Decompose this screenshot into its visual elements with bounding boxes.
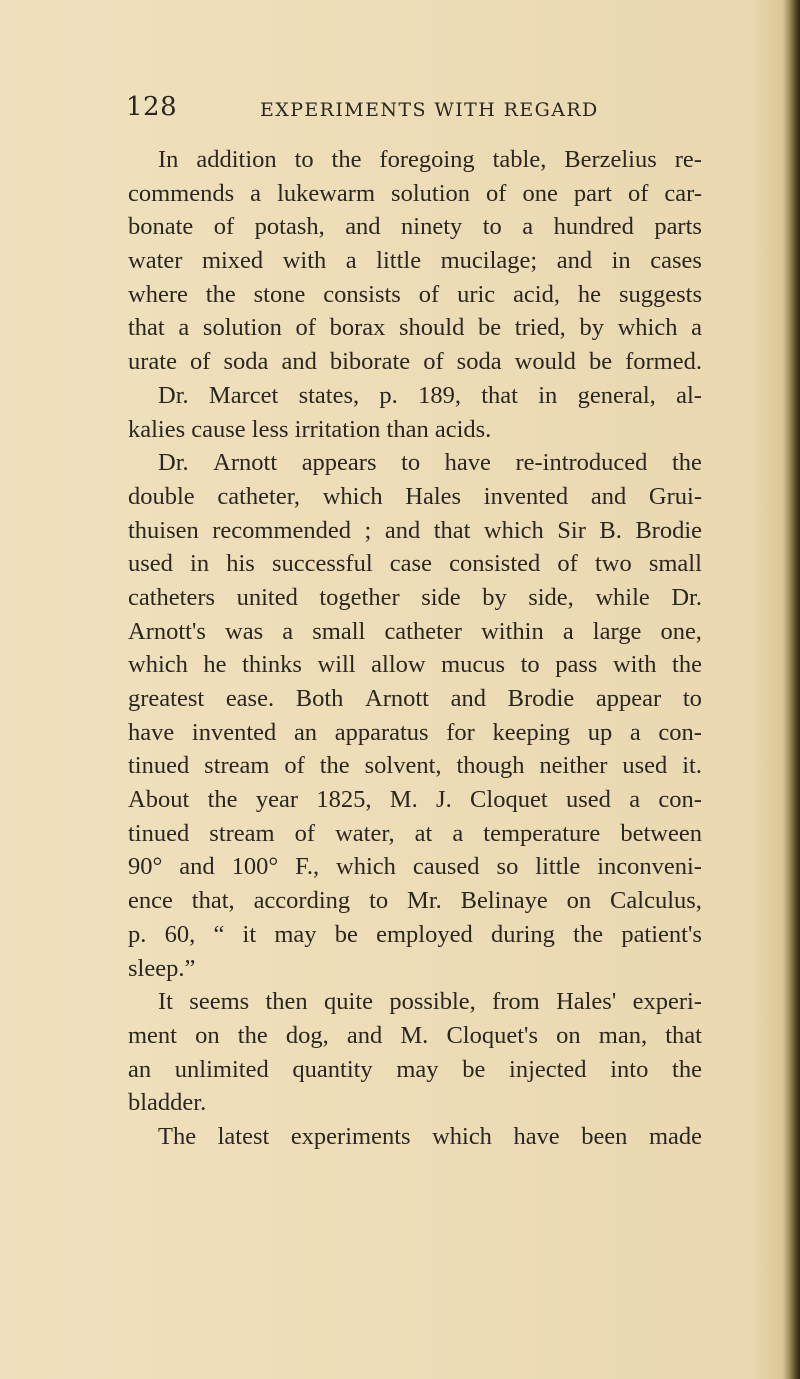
word: one bbox=[522, 179, 558, 207]
word: Belinaye bbox=[460, 887, 548, 915]
word: ment bbox=[128, 1021, 177, 1049]
word: Brodie bbox=[507, 685, 575, 712]
text-line bbox=[128, 311, 702, 345]
word: a bbox=[629, 718, 641, 746]
word: where bbox=[128, 280, 188, 308]
word: acid, bbox=[513, 280, 560, 308]
word: formed. bbox=[625, 348, 702, 376]
text-line bbox=[128, 547, 702, 581]
word: invented bbox=[191, 718, 277, 746]
word: of bbox=[284, 752, 305, 780]
word: catheter, bbox=[217, 482, 301, 510]
word: catheters bbox=[128, 583, 216, 611]
text-line bbox=[128, 648, 702, 682]
word: and bbox=[556, 247, 593, 275]
word: Calculus, bbox=[610, 887, 702, 915]
word: that bbox=[665, 1021, 702, 1049]
word: together bbox=[319, 583, 400, 611]
word: the bbox=[672, 651, 702, 679]
word: be bbox=[462, 1055, 486, 1083]
word: con- bbox=[658, 786, 702, 814]
word: a bbox=[345, 247, 357, 275]
word: case bbox=[389, 550, 432, 578]
word: solution bbox=[391, 179, 471, 207]
word: two bbox=[594, 550, 632, 578]
word: a bbox=[282, 617, 294, 645]
word: quite bbox=[324, 988, 374, 1016]
word: M. bbox=[400, 1021, 429, 1049]
word: tinued bbox=[128, 819, 190, 847]
word: that bbox=[128, 314, 165, 342]
body-text bbox=[128, 143, 702, 1154]
word: tinued bbox=[128, 752, 190, 780]
word: Berzelius bbox=[564, 146, 657, 173]
word: addition bbox=[196, 146, 277, 173]
word: the bbox=[319, 752, 350, 780]
word: Dr. bbox=[158, 449, 189, 477]
word: of bbox=[423, 348, 444, 376]
word: Hales' bbox=[556, 988, 617, 1016]
line-text: sleep.” bbox=[128, 954, 196, 982]
word: by bbox=[579, 314, 604, 342]
word: which bbox=[432, 1122, 492, 1150]
word: which bbox=[128, 651, 188, 679]
text-line bbox=[128, 1120, 702, 1154]
word: though bbox=[456, 752, 525, 780]
word: appears bbox=[301, 449, 377, 477]
word: stream bbox=[204, 752, 270, 780]
word: double bbox=[128, 482, 195, 510]
word: made bbox=[648, 1122, 702, 1150]
word: small bbox=[312, 617, 366, 645]
word: unlimited bbox=[174, 1055, 269, 1083]
word: 100° bbox=[231, 853, 279, 881]
word: pass bbox=[555, 651, 598, 679]
word: one, bbox=[660, 617, 702, 645]
word: suggests bbox=[618, 280, 702, 308]
word: hundred bbox=[553, 213, 634, 241]
word: to bbox=[369, 887, 389, 915]
word: a bbox=[522, 213, 534, 241]
word: injected bbox=[509, 1055, 587, 1083]
word: to bbox=[682, 685, 702, 712]
word: lukewarm bbox=[277, 179, 376, 207]
word: that, bbox=[191, 887, 235, 915]
word: biborate bbox=[329, 348, 411, 376]
word: inconveni- bbox=[597, 853, 702, 881]
text-line bbox=[128, 918, 702, 952]
word: Cloquet bbox=[470, 786, 548, 814]
word: of bbox=[190, 348, 211, 376]
text-line bbox=[128, 749, 702, 783]
word: ninety bbox=[401, 213, 463, 241]
word: successful bbox=[271, 550, 373, 578]
word: up bbox=[587, 718, 613, 746]
word: side, bbox=[528, 583, 574, 611]
word: Hales bbox=[405, 482, 462, 510]
word: been bbox=[581, 1122, 628, 1150]
word: J. bbox=[436, 786, 452, 814]
text-line bbox=[128, 413, 702, 447]
word: appear bbox=[595, 685, 662, 712]
word: of bbox=[295, 314, 316, 342]
word: table, bbox=[492, 146, 547, 173]
word: invented bbox=[483, 482, 569, 510]
text-line bbox=[128, 514, 702, 548]
word: be bbox=[478, 314, 502, 342]
text-line bbox=[128, 278, 702, 312]
word: re- bbox=[674, 146, 702, 173]
word: at bbox=[414, 819, 433, 847]
word: it bbox=[242, 920, 257, 948]
word: to bbox=[294, 146, 314, 173]
word: then bbox=[265, 988, 308, 1016]
word: water, bbox=[335, 819, 395, 847]
word: which bbox=[483, 516, 544, 544]
word: on bbox=[195, 1021, 220, 1049]
word: and bbox=[345, 213, 381, 241]
word: Brodie bbox=[635, 516, 702, 544]
word: of bbox=[418, 280, 440, 308]
word: 90° bbox=[128, 853, 163, 881]
word: Arnott bbox=[365, 685, 429, 712]
word: employed bbox=[376, 920, 473, 948]
word: and bbox=[450, 685, 486, 712]
word: patient's bbox=[621, 920, 702, 948]
word: used bbox=[565, 786, 611, 814]
word: 1825, bbox=[316, 786, 372, 814]
text-line bbox=[128, 952, 702, 986]
word: small bbox=[648, 550, 702, 578]
word: an bbox=[293, 718, 318, 746]
word: with bbox=[282, 247, 327, 275]
text-line bbox=[128, 1086, 702, 1120]
text-line bbox=[128, 480, 702, 514]
word: to bbox=[482, 213, 502, 241]
word: cases bbox=[650, 247, 702, 275]
word: in bbox=[611, 247, 631, 275]
word: experi- bbox=[632, 988, 702, 1016]
word: between bbox=[620, 819, 702, 847]
word: foregoing bbox=[379, 146, 475, 173]
text-line bbox=[128, 682, 702, 716]
word: have bbox=[444, 449, 491, 477]
word: Marcet bbox=[208, 381, 279, 409]
line-text: kalies cause less irritation than acids. bbox=[128, 415, 492, 443]
word: soda bbox=[456, 348, 502, 376]
word: while bbox=[595, 583, 650, 611]
word: Both bbox=[295, 685, 344, 712]
word: year bbox=[255, 786, 299, 814]
word: parts bbox=[654, 213, 702, 241]
word: and bbox=[346, 1021, 383, 1049]
word: M. bbox=[389, 786, 418, 814]
word: caused bbox=[412, 853, 480, 881]
text-line bbox=[128, 345, 702, 379]
word: used bbox=[622, 752, 668, 780]
word: stream bbox=[209, 819, 275, 847]
word: be bbox=[334, 920, 358, 948]
word: according bbox=[253, 887, 351, 915]
word: the bbox=[331, 146, 362, 173]
text-line bbox=[128, 716, 702, 750]
word: in bbox=[190, 550, 210, 578]
word: should bbox=[399, 314, 465, 342]
word: on bbox=[566, 887, 592, 915]
word: water bbox=[128, 247, 183, 275]
word: the bbox=[237, 1021, 268, 1049]
word: p. bbox=[128, 920, 147, 948]
word: It bbox=[158, 988, 173, 1016]
word: possible, bbox=[389, 988, 476, 1016]
word: a bbox=[178, 314, 190, 342]
word: dog, bbox=[285, 1021, 329, 1049]
word: Arnott's bbox=[128, 617, 206, 645]
text-line bbox=[128, 783, 702, 817]
word: and bbox=[590, 482, 627, 510]
word: The bbox=[158, 1122, 197, 1150]
word: which bbox=[322, 482, 383, 510]
text-line bbox=[128, 884, 702, 918]
word: within bbox=[481, 617, 544, 645]
word: F., bbox=[295, 853, 320, 881]
word: his bbox=[226, 550, 255, 578]
word: and bbox=[384, 516, 421, 544]
word: Cloquet's bbox=[446, 1021, 538, 1049]
running-head: EXPERIMENTS WITH REGARD bbox=[260, 99, 599, 121]
word: apparatus bbox=[334, 718, 429, 746]
word: uric bbox=[457, 280, 496, 308]
word: thinks bbox=[242, 651, 302, 679]
text-line bbox=[128, 581, 702, 615]
word: that bbox=[481, 381, 518, 409]
text-line bbox=[128, 1053, 702, 1087]
line-text: bladder. bbox=[128, 1089, 207, 1117]
word: to bbox=[520, 651, 540, 679]
word: B. bbox=[599, 516, 622, 544]
word: of bbox=[294, 819, 316, 847]
word: Mr. bbox=[407, 887, 442, 915]
word: a bbox=[562, 617, 574, 645]
word: of bbox=[627, 179, 649, 207]
word: into bbox=[610, 1055, 649, 1083]
word: mixed bbox=[201, 247, 264, 275]
word: be bbox=[588, 348, 613, 376]
word: Grui- bbox=[648, 482, 702, 510]
word: united bbox=[236, 583, 298, 611]
word: the bbox=[671, 449, 702, 477]
word: of bbox=[213, 213, 235, 241]
word: may bbox=[396, 1055, 439, 1083]
word: Sir bbox=[557, 516, 586, 544]
word: for bbox=[446, 718, 475, 746]
word: to bbox=[401, 449, 421, 477]
word: car- bbox=[664, 179, 702, 207]
word: soda bbox=[223, 348, 269, 376]
word: that bbox=[433, 516, 471, 544]
word: greatest bbox=[128, 685, 205, 712]
word: the bbox=[672, 1055, 702, 1083]
text-line bbox=[128, 143, 702, 177]
word: tried, bbox=[514, 314, 566, 342]
word: In bbox=[158, 146, 179, 173]
word: thuisen bbox=[128, 516, 199, 544]
word: 189, bbox=[418, 381, 461, 409]
text-line bbox=[128, 210, 702, 244]
word: the bbox=[573, 920, 604, 948]
text-line bbox=[128, 446, 702, 480]
word: borax bbox=[329, 314, 386, 342]
word: latest bbox=[217, 1122, 270, 1150]
word: solution bbox=[202, 314, 282, 342]
word: it. bbox=[682, 752, 702, 780]
word: mucilage; bbox=[440, 247, 538, 275]
text-line bbox=[128, 177, 702, 211]
word: al- bbox=[676, 381, 702, 409]
word: little bbox=[376, 247, 422, 275]
text-line bbox=[128, 379, 702, 413]
word: solvent, bbox=[364, 752, 442, 780]
word: consists bbox=[323, 280, 401, 308]
page-header bbox=[126, 92, 686, 126]
word: of bbox=[486, 179, 507, 207]
word: catheter bbox=[384, 617, 462, 645]
word: 60, bbox=[164, 920, 196, 948]
word: bonate bbox=[128, 213, 194, 241]
word: ; bbox=[364, 516, 372, 544]
word: p. bbox=[379, 381, 398, 409]
word: in bbox=[538, 381, 558, 409]
word: mucus bbox=[441, 651, 506, 679]
word: man, bbox=[598, 1021, 648, 1049]
text-line bbox=[128, 244, 702, 278]
word: part bbox=[573, 179, 612, 207]
word: neither bbox=[539, 752, 608, 780]
word: “ bbox=[213, 920, 225, 948]
word: potash, bbox=[254, 213, 325, 241]
word: was bbox=[225, 617, 264, 645]
word: he bbox=[203, 651, 227, 679]
word: Dr. bbox=[158, 381, 189, 409]
word: so bbox=[496, 853, 519, 881]
word: states, bbox=[298, 381, 360, 409]
word: used bbox=[128, 550, 173, 578]
word: a bbox=[691, 314, 702, 342]
word: from bbox=[492, 988, 540, 1016]
word: ence bbox=[128, 887, 173, 915]
word: of bbox=[557, 550, 578, 578]
word: will bbox=[317, 651, 356, 679]
word: by bbox=[482, 583, 507, 611]
word: side bbox=[421, 583, 461, 611]
word: seems bbox=[189, 988, 250, 1016]
word: during bbox=[490, 920, 555, 948]
word: Dr. bbox=[671, 583, 702, 611]
word: an bbox=[128, 1055, 152, 1083]
word: commends bbox=[128, 179, 235, 207]
word: the bbox=[205, 280, 236, 308]
word: the bbox=[207, 786, 238, 814]
word: urate bbox=[128, 348, 177, 376]
word: con- bbox=[658, 718, 702, 746]
word: quantity bbox=[292, 1055, 373, 1083]
word: a bbox=[629, 786, 641, 814]
word: ease. bbox=[225, 685, 275, 712]
word: consisted bbox=[449, 550, 541, 578]
page-edge-shadow bbox=[782, 0, 800, 1379]
word: Arnott bbox=[213, 449, 278, 477]
word: which bbox=[336, 853, 396, 881]
page-number: 128 bbox=[126, 92, 178, 122]
text-line bbox=[128, 985, 702, 1019]
word: have bbox=[513, 1122, 560, 1150]
word: have bbox=[128, 718, 175, 746]
word: temperature bbox=[483, 819, 601, 847]
word: and bbox=[281, 348, 317, 376]
word: recommended bbox=[212, 516, 352, 544]
word: and bbox=[179, 853, 215, 881]
word: general, bbox=[577, 381, 656, 409]
word: a bbox=[250, 179, 262, 207]
word: little bbox=[535, 853, 581, 881]
text-line bbox=[128, 817, 702, 851]
word: stone bbox=[253, 280, 306, 308]
word: he bbox=[577, 280, 602, 308]
word: on bbox=[556, 1021, 581, 1049]
word: allow bbox=[371, 651, 426, 679]
word: would bbox=[514, 348, 576, 376]
word: experiments bbox=[290, 1122, 411, 1150]
word: a bbox=[452, 819, 464, 847]
word: About bbox=[128, 786, 190, 814]
word: may bbox=[274, 920, 317, 948]
text-line bbox=[128, 1019, 702, 1053]
word: with bbox=[612, 651, 657, 679]
word: which bbox=[617, 314, 678, 342]
text-line bbox=[128, 615, 702, 649]
word: keeping bbox=[492, 718, 571, 746]
word: re-introduced bbox=[515, 449, 648, 477]
text-line bbox=[128, 850, 702, 884]
word: large bbox=[592, 617, 642, 645]
